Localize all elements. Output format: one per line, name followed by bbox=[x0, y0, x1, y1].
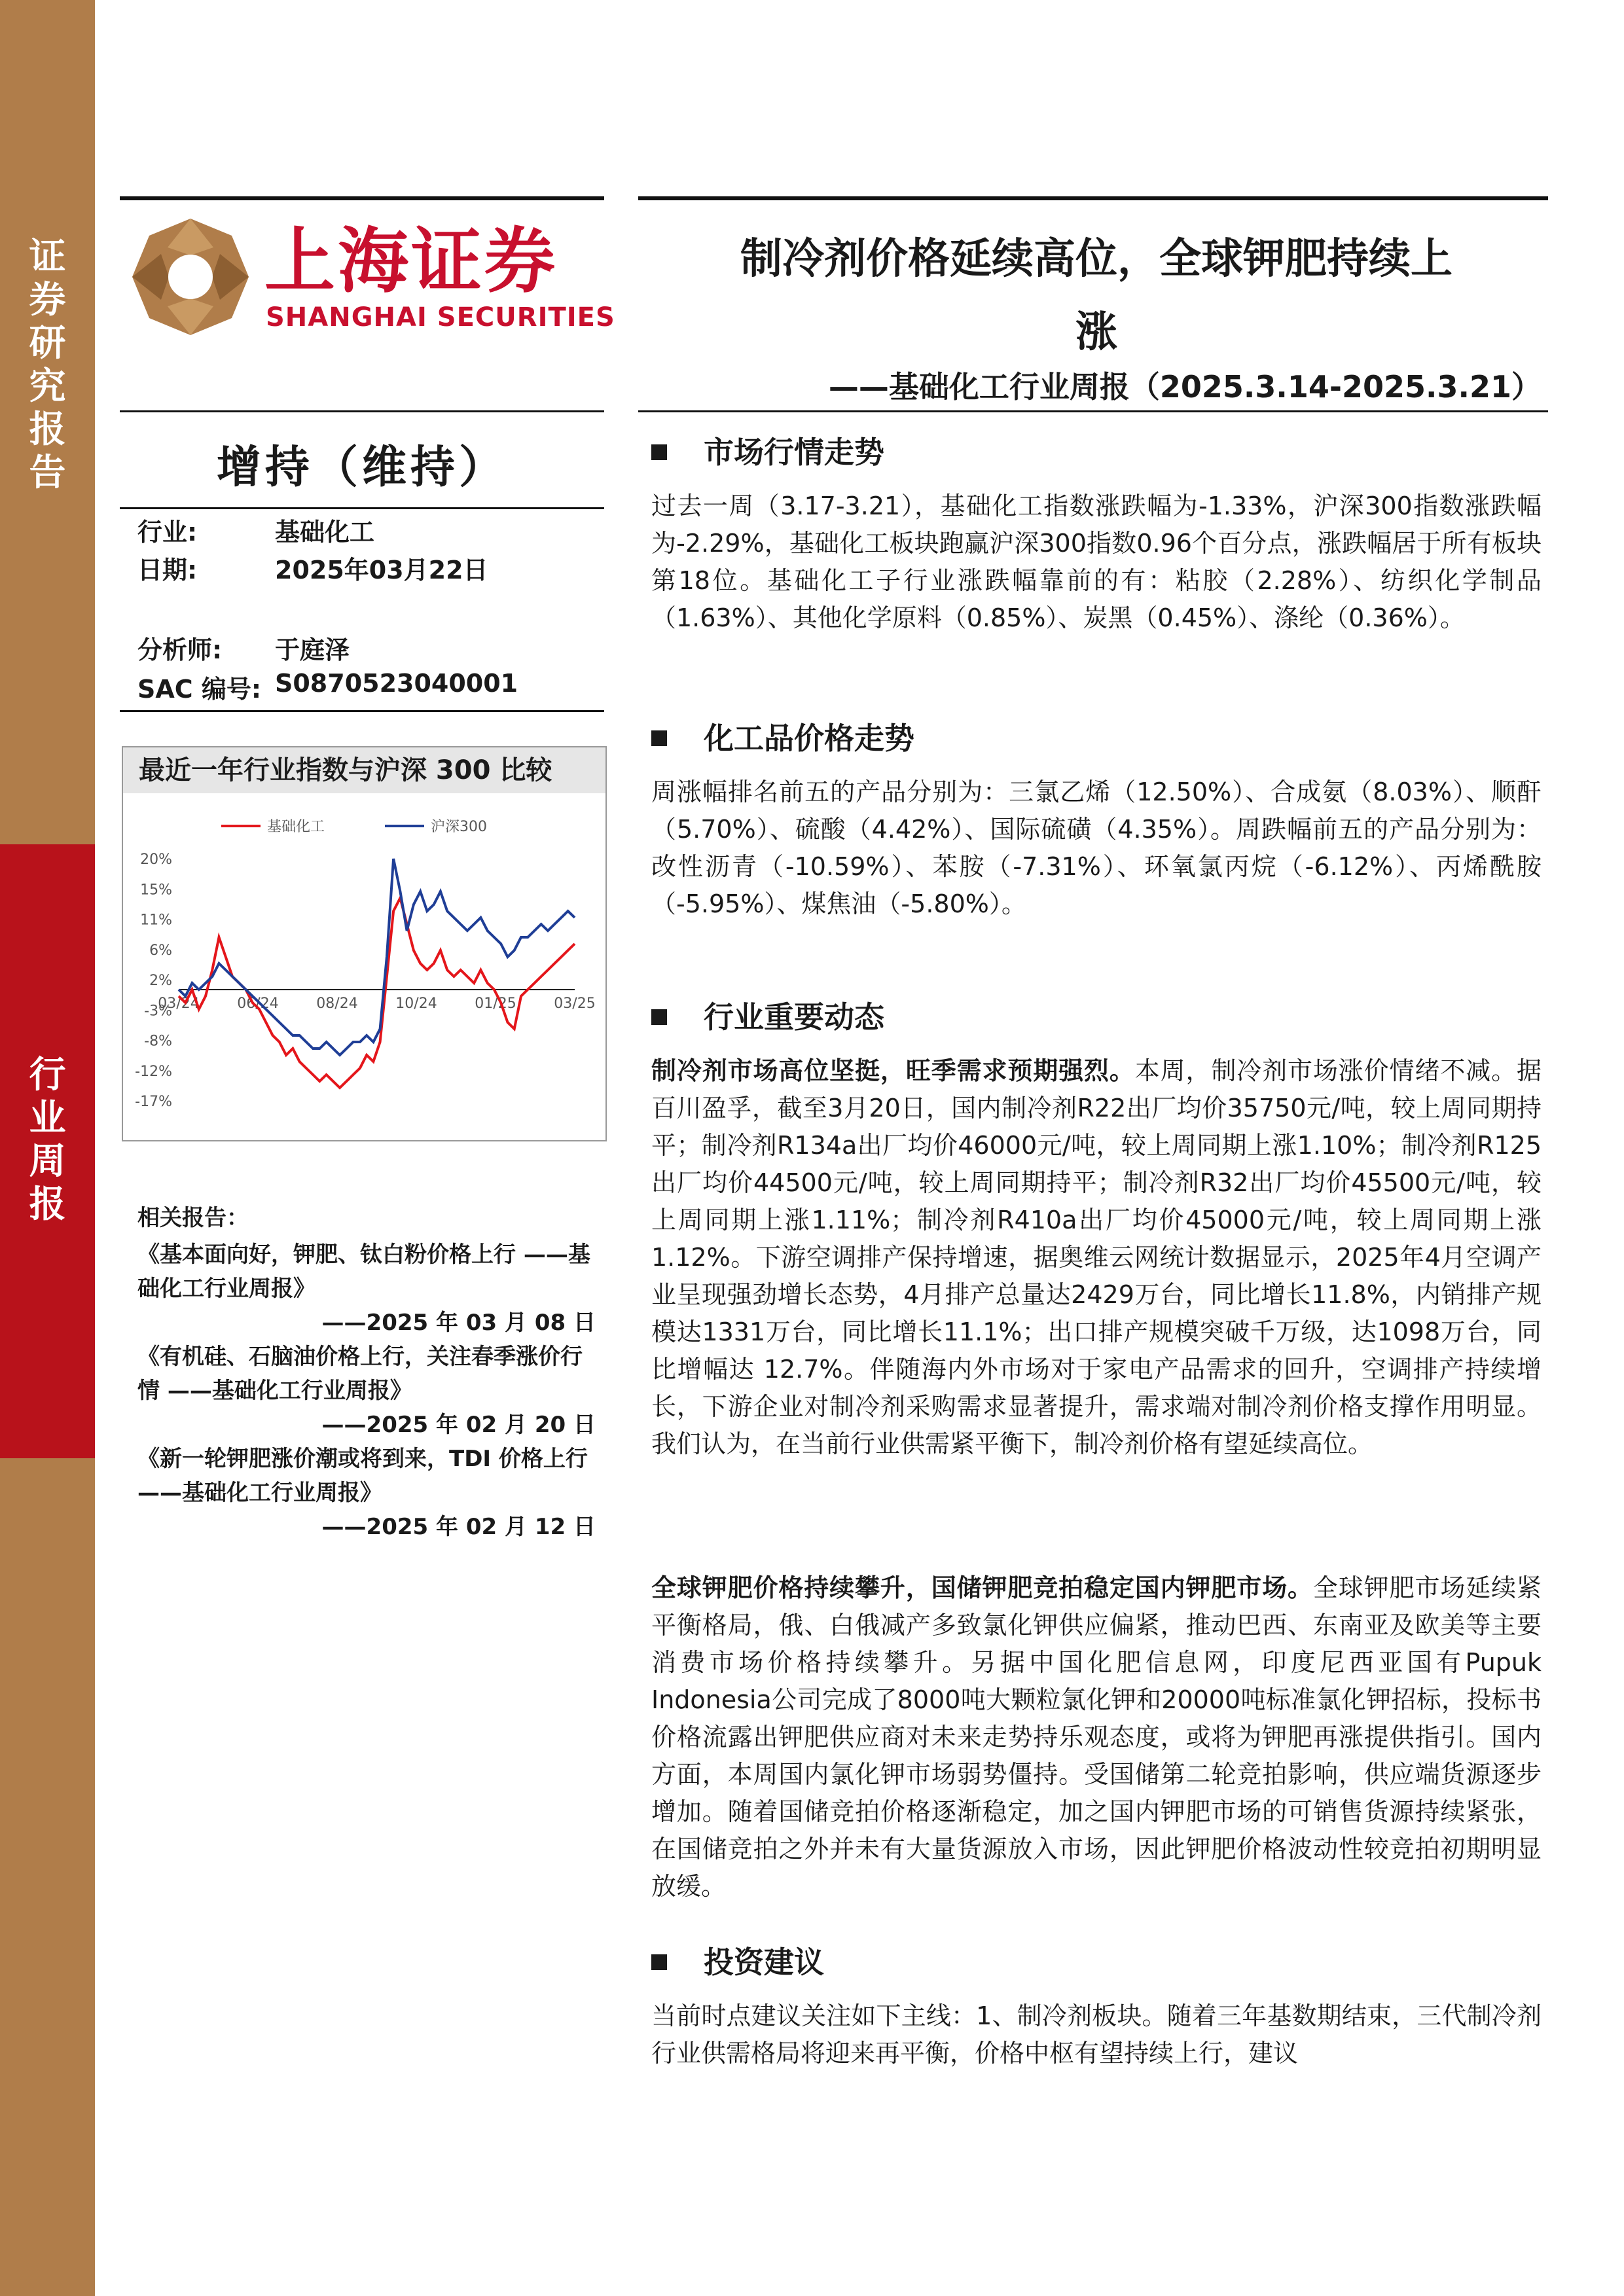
section-news-heading bbox=[651, 994, 884, 1037]
related-report-date: ——2025 年 02 月 12 日 bbox=[321, 1514, 596, 1540]
chart-heading: 最近一年行业指数与沪深 300 比较 bbox=[123, 747, 605, 793]
section-news-paragraph-2 bbox=[651, 1570, 1542, 1905]
header-rule-right bbox=[638, 196, 1548, 200]
square-bullet-icon bbox=[651, 730, 667, 746]
side-label-bottom: 行业周报 bbox=[29, 1054, 66, 1226]
section-market-title: 市场行情走势 bbox=[704, 435, 884, 470]
section-price-heading bbox=[651, 715, 914, 758]
y-tick-label: 15% bbox=[140, 882, 172, 899]
section-news-paragraph-1 bbox=[651, 1052, 1542, 1463]
section-price-text: 周涨幅排名前五的产品分别为：三氯乙烯（12.50%）、合成氨（8.03%）、顺酐（5.70%）、硫酸（4.42%）、国际硫磺（4.35%）。周跌幅前五的产品分别为：改性沥青（-10.59%）、苯胺（-7.31%）、环氧氯丙烷（-6.12%）、丙烯酰胺（-5.95%）、煤焦油（-5.80%）。 bbox=[651, 778, 1542, 918]
date-value: 2025年03月22日 bbox=[275, 556, 488, 584]
square-bullet-icon bbox=[651, 1954, 667, 1970]
section-market-heading bbox=[651, 429, 884, 472]
square-bullet-icon bbox=[651, 1009, 667, 1025]
shanghai-securities-logo-icon bbox=[128, 216, 253, 340]
y-tick-label: -12% bbox=[135, 1063, 172, 1080]
section-advice-text: 当前时点建议关注如下主线：1、制冷剂板块。随着三年基数期结束，三代制冷剂行业供需格局将迎来再平衡，价格中枢有望持续上行，建议 bbox=[651, 2001, 1542, 2068]
x-tick-label: 03/25 bbox=[554, 996, 596, 1012]
x-tick-label: 08/24 bbox=[316, 996, 358, 1012]
logo-english-name: SHANGHAI SECURITIES bbox=[266, 302, 615, 332]
y-tick-label: 11% bbox=[140, 912, 172, 929]
index-comparison-chart bbox=[123, 793, 605, 1139]
series-line bbox=[179, 898, 575, 1088]
news-2-lead: 全球钾肥价格持续攀升，国储钾肥竞拍稳定国内钾肥市场。 bbox=[651, 1573, 1313, 1602]
title-rule-bottom bbox=[638, 410, 1548, 412]
report-title bbox=[638, 223, 1555, 369]
related-report-title: 《新一轮钾肥涨价潮或将到来，TDI 价格上行 ——基础化工行业周报》 bbox=[137, 1446, 588, 1506]
news-1-lead: 制冷剂市场高位坚挺，旺季需求预期强烈。 bbox=[651, 1056, 1135, 1085]
section-advice-title: 投资建议 bbox=[704, 1945, 824, 1980]
date-label: 日期: bbox=[137, 556, 198, 584]
logo-rule-bottom bbox=[120, 410, 604, 412]
news-2-text: 全球钾肥市场延续紧平衡格局，俄、白俄减产多致氯化钾供应偏紧，推动巴西、东南亚及欧美等主要消费市场价格持续攀升。另据中国化肥信息网，印度尼西亚国有Pupuk Indonesia公司完成了8000吨大颗粒氯化钾和20000吨标准氯化钾招标，投标书价格流露出钾肥供应商对未来走势持乐观态度，或将为钾肥再涨提供指引。国内方面，本周国内氯化钾市场弱势僵持。受国储第二轮竞拍影响，供应端货源逐步增加。随着国储竞拍价格逐渐稳定，加之国内钾肥市场的可销售货源持续紧张，在国储竞拍之外并未有大量货源放入市场，因此钾肥价格波动性较竞拍初期明显放缓。 bbox=[651, 1573, 1542, 1901]
sac-value: S0870523040001 bbox=[275, 669, 518, 698]
square-bullet-icon bbox=[651, 444, 667, 460]
legend-label: 沪深300 bbox=[431, 819, 487, 835]
related-reports bbox=[137, 1201, 596, 1544]
y-tick-label: 20% bbox=[140, 852, 172, 868]
analyst-value: 于庭泽 bbox=[275, 636, 350, 664]
x-tick-label: 06/24 bbox=[237, 996, 279, 1012]
report-title-line1: 制冷剂价格延续高位，全球钾肥持续上 bbox=[740, 235, 1453, 283]
y-tick-label: -17% bbox=[135, 1094, 172, 1110]
report-subtitle: ——基础化工行业周报（2025.3.14-2025.3.21） bbox=[828, 369, 1542, 404]
industry-value: 基础化工 bbox=[275, 518, 375, 547]
x-tick-label: 01/25 bbox=[475, 996, 516, 1012]
x-tick-label: 03/24 bbox=[158, 996, 200, 1012]
y-tick-label: 2% bbox=[149, 973, 172, 989]
sac-label: SAC 编号: bbox=[137, 675, 262, 704]
industry-label: 行业: bbox=[137, 518, 198, 547]
logo-chinese-name: 上海证券 bbox=[264, 221, 558, 302]
analyst-label: 分析师: bbox=[137, 636, 223, 664]
x-tick-label: 10/24 bbox=[395, 996, 437, 1012]
related-reports-title: 相关报告： bbox=[137, 1205, 249, 1231]
legend-label: 基础化工 bbox=[267, 819, 325, 835]
section-market-text: 过去一周（3.17-3.21），基础化工指数涨跌幅为-1.33%，沪深300指数涨跌幅为-2.29%，基础化工板块跑赢沪深300指数0.96个百分点，涨跌幅居于所有板块第18位。基础化工子行业涨跌幅靠前的有：粘胶（2.28%）、纺织化学制品（1.63%）、其他化学原料（0.85%）、炭黑（0.45%）、涤纶（0.36%）。 bbox=[651, 492, 1542, 632]
section-news-title: 行业重要动态 bbox=[704, 999, 884, 1035]
header-rule-left bbox=[120, 196, 604, 200]
section-price-title: 化工品价格走势 bbox=[704, 721, 914, 756]
rating: 增持（维持） bbox=[216, 442, 507, 493]
related-report-date: ——2025 年 03 月 08 日 bbox=[321, 1310, 596, 1336]
y-tick-label: -3% bbox=[144, 1003, 172, 1020]
analyst-rule bbox=[120, 710, 604, 712]
y-tick-label: -8% bbox=[144, 1033, 172, 1050]
y-tick-label: 6% bbox=[149, 942, 172, 959]
news-1-text: 本周，制冷剂市场涨价情绪不减。据百川盈孚，截至3月20日，国内制冷剂R22出厂均价35750元/吨，较上周同期持平；制冷剂R134a出厂均价46000元/吨，较上周同期上涨1.10%；制冷剂R125出厂均价44500元/吨，较上周同期持平；制冷剂R32出厂均价45500元/吨，较上周同期上涨1.11%；制冷剂R410a出厂均价45000元/吨，较上周同期上涨1.12%。下游空调排产保持增速，据奥维云网统计数据显示，2025年4月空调产业呈现强劲增长态势，4月排产总量达2429万台，同比增长11.8%，内销排产规模达1331万台，同比增长11.1%；出口排产规模突破千万级，达1098万台，同比增幅达 12.7%。伴随海内外市场对于家电产品需求的回升，空调排产持续增长，下游企业对制冷剂采购需求显著提升，需求端对制冷剂价格支撑作用明显。我们认为，在当前行业供需紧平衡下，制冷剂价格有望延续高位。 bbox=[651, 1056, 1542, 1458]
section-advice-heading bbox=[651, 1939, 824, 1982]
related-report-title: 《基本面向好，钾肥、钛白粉价格上行 ——基础化工行业周报》 bbox=[137, 1242, 590, 1302]
side-label-top: 证券研究报告 bbox=[29, 236, 66, 494]
report-title-line2: 涨 bbox=[1075, 308, 1117, 357]
related-report-title: 《有机硅、石脑油价格上行，关注春季涨价行情 ——基础化工行业周报》 bbox=[137, 1344, 583, 1404]
index-comparison-chart-box bbox=[122, 746, 607, 1141]
rating-rule bbox=[120, 507, 604, 509]
related-report-date: ——2025 年 02 月 20 日 bbox=[321, 1412, 596, 1438]
